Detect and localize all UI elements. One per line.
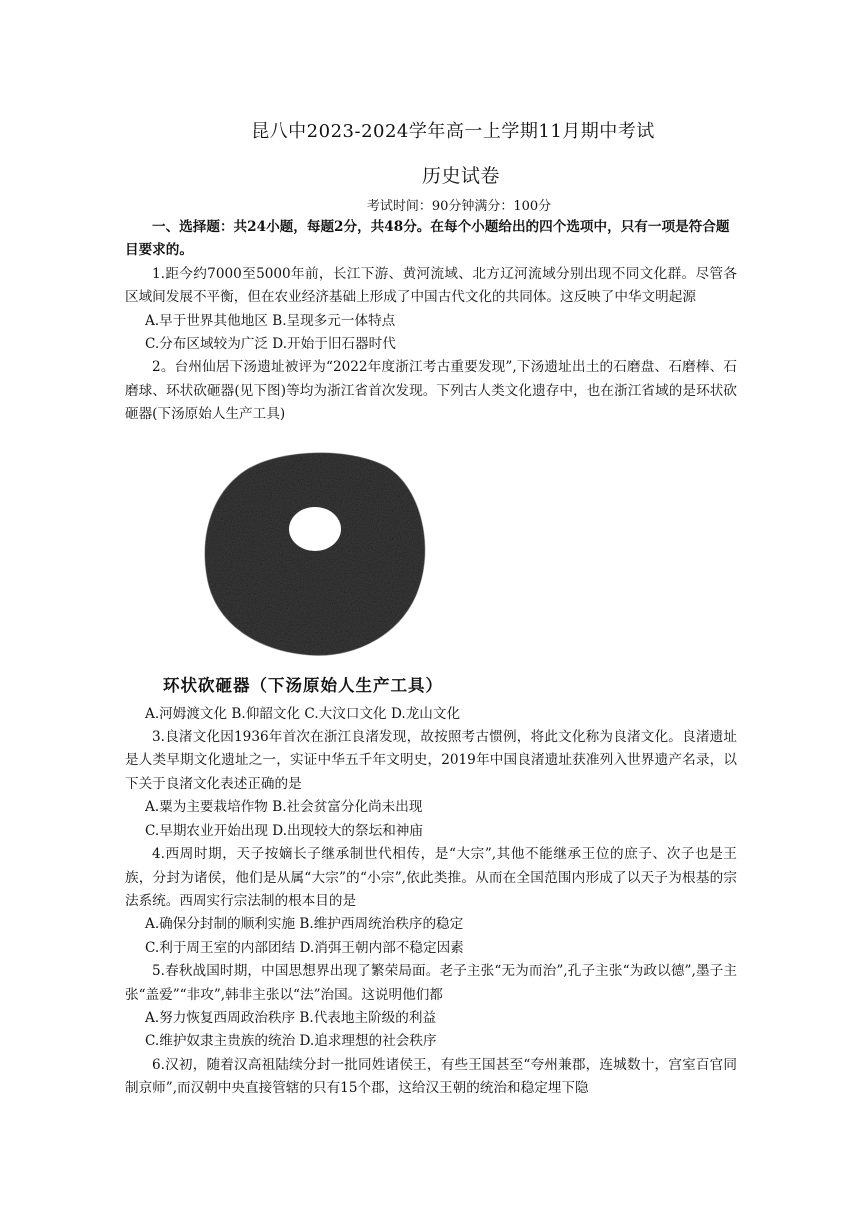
question-2-options-row-1: A.河姆渡文化 B.仰韶文化 C.大汶口文化 D.龙山文化: [145, 705, 461, 722]
section-heading: 一、选择题：共24小题，每题2分，共48分。在每个小题给出的四个选项中，只有一项是符合题目要求的。: [125, 219, 730, 259]
question-3-options-row-1: A.粟为主要栽培作物 B.社会贫富分化尚未出现: [145, 799, 423, 816]
question-6-stem: 6.汉初，随着汉高祖陆续分封一批同姓诸侯王，有些王国甚至“夸州兼郡，连城数十，宫室百官同制京师”,而汉朝中央直接管辖的只有15个郡，这给汉王朝的统治和稳定埋下隐: [125, 1056, 737, 1097]
question-4-stem: 4.西周时期，天子按嫡长子继承制世代相传，是“大宗”,其他不能继承王位的庶子、次子也是王族，分封为诸侯，他们是从属“大宗”的“小宗”,依此类推。从而在全国范围内形成了以天子为根基的宗法系统。西周实行宗法制的根本目的是: [125, 846, 737, 909]
question-1-options-row-1: A.早于世界其他地区 B.呈现多元一体特点: [145, 312, 396, 329]
question-2-stem: 2。台州仙居下汤遗址被评为“2022年度浙江考古重要发现”,下汤遗址出土的石磨盘、石磨棒、石磨球、环状砍砸器(见下图)等均为浙江省首次发现。下列古人类文化遗存中，也在浙江省域的是环状砍砸器(下汤原始人生产工具): [125, 359, 737, 423]
question-5-options-row-2: C.维护奴隶主贵族的统治 D.追求理想的社会秩序: [145, 1033, 437, 1050]
question-3-stem: 3.良渚文化因1936年首次在浙江良渚发现，故按照考古惯例，将此文化称为良渚文化。良渚遗址是人类早期文化遗址之一，实证中华五千年文明史，2019年中国良渚遗址获准列入世界遗产名录，以下关于良渚文化表述正确的是: [125, 729, 737, 792]
figure-caption: 环状砍砸器（下汤原始人生产工具）: [163, 675, 443, 695]
exam-subject: 历史试卷: [421, 165, 500, 187]
question-4-options-row-1: A.确保分封制的顺利实施 B.维护西周统治秩序的稳定: [145, 916, 464, 933]
question-5-stem: 5.春秋战国时期，中国思想界出现了繁荣局面。老子主张“无为而治”,孔子主张“为政以德”,墨子主张“盖爱”“非攻”,韩非主张以“法”治国。这说明他们都: [125, 963, 737, 1003]
ring-chopper-image: [197, 437, 437, 667]
exam-meta: 考试时间：90分钟满分：100分: [366, 199, 552, 214]
question-3-options-row-2: C.早期农业开始出现 D.出现较大的祭坛和神庙: [145, 822, 423, 839]
question-5-options-row-1: A.努力恢复西周政治秩序 B.代表地主阶级的利益: [145, 1009, 437, 1026]
exam-title: 昆八中2023-2024学年高一上学期11月期中考试: [251, 121, 655, 142]
question-4-options-row-2: C.利于周王室的内部团结 D.消弭王朝内部不稳定因素: [145, 939, 464, 956]
exam-body: [125, 216, 737, 1101]
question-1-options-row-2: C.分布区域较为广泛 D.开始于旧石器时代: [145, 336, 396, 353]
question-1-stem: 1.距今约7000至5000年前，长江下游、黄河流域、北方辽河流域分别出现不同文化群。尽管各区域间发展不平衡，但在农业经济基础上形成了中国古代文化的共同体。这反映了中华文明起源: [125, 265, 737, 306]
question-2-figure: [125, 427, 737, 703]
